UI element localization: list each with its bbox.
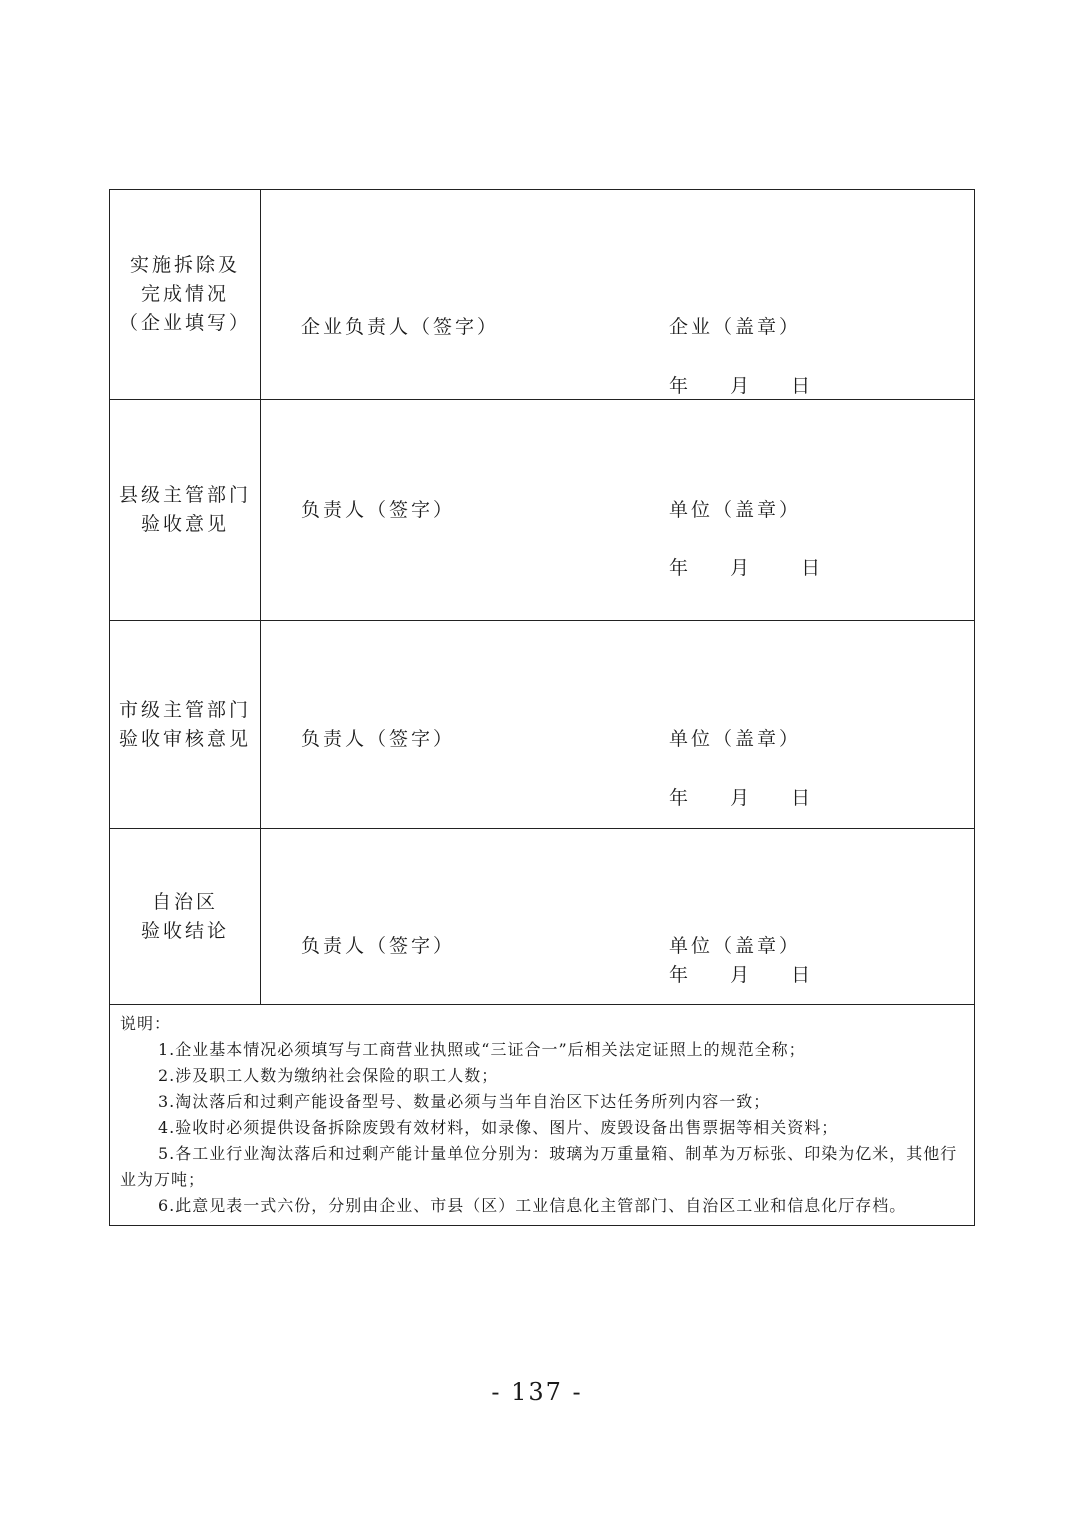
- stamp-label: 单位（盖章）: [669, 935, 802, 957]
- date-line: [669, 783, 813, 810]
- note-item: 1.企业基本情况必须填写与工商营业执照或“三证合一”后相关法定证照上的规范全称；: [158, 1040, 806, 1059]
- label-line: （企业填写）: [118, 312, 251, 334]
- notes-heading: 说明：: [120, 1014, 172, 1033]
- date-day: 日: [791, 964, 814, 986]
- signer-label: 企业负责人（签字）: [301, 316, 500, 338]
- form-row-region: [110, 829, 974, 1005]
- form-row-enterprise: [110, 190, 974, 400]
- form-row-city: [110, 621, 974, 829]
- stamp-label: 企业（盖章）: [669, 316, 802, 338]
- row-label: [110, 400, 261, 620]
- date-month: 月: [730, 787, 753, 809]
- row-label: [110, 829, 261, 1004]
- row-label: [110, 190, 261, 399]
- date-year: 年: [669, 375, 692, 397]
- row-content[interactable]: [261, 621, 974, 828]
- label-line: 实施拆除及: [129, 254, 240, 276]
- acceptance-form-table: [109, 189, 975, 1226]
- row-content[interactable]: [261, 400, 974, 620]
- date-month: 月: [730, 557, 753, 579]
- date-month: 月: [730, 375, 753, 397]
- row-content[interactable]: [261, 190, 974, 399]
- page-number: - 137 -: [491, 1378, 583, 1406]
- label-line: 市级主管部门: [118, 698, 251, 721]
- form-row-county: [110, 400, 974, 621]
- label-line: 县级主管部门: [118, 484, 251, 506]
- date-day: 日: [791, 375, 814, 397]
- label-line: 验收审核意见: [118, 727, 251, 750]
- date-line: [669, 960, 813, 987]
- date-day: 日: [801, 557, 824, 579]
- label-line: 自治区: [151, 890, 218, 913]
- note-item: 2.涉及职工人数为缴纳社会保险的职工人数；: [158, 1066, 499, 1085]
- date-day: 日: [791, 787, 814, 809]
- date-month: 月: [730, 964, 753, 986]
- notes-section: [110, 1005, 974, 1225]
- date-year: 年: [669, 787, 692, 809]
- date-year: 年: [669, 557, 692, 579]
- signer-label: 负责人（签字）: [301, 728, 456, 750]
- note-item: 5.各工业行业淘汰落后和过剩产能计量单位分别为：玻璃为万重量箱、制革为万标张、印染为亿米，其他行业为万吨；: [120, 1144, 958, 1189]
- date-year: 年: [669, 964, 692, 986]
- stamp-label: 单位（盖章）: [669, 499, 802, 521]
- signer-label: 负责人（签字）: [301, 935, 456, 957]
- note-item: 6.此意见表一式六份，分别由企业、市县（区）工业信息化主管部门、自治区工业和信息化厅存档。: [158, 1196, 907, 1215]
- signer-label: 负责人（签字）: [301, 499, 456, 521]
- date-line: [669, 553, 823, 580]
- row-content[interactable]: [261, 829, 974, 1004]
- label-line: 完成情况: [140, 283, 229, 305]
- note-item: 4.验收时必须提供设备拆除废毁有效材料，如录像、图片、废毁设备出售票据等相关资料；: [158, 1118, 839, 1137]
- note-item: 3.淘汰落后和过剩产能设备型号、数量必须与当年自治区下达任务所列内容一致；: [158, 1092, 771, 1111]
- row-label: [110, 621, 261, 828]
- date-line: [669, 371, 813, 398]
- label-line: 验收意见: [140, 513, 229, 535]
- label-line: 验收结论: [140, 919, 229, 942]
- stamp-label: 单位（盖章）: [669, 728, 802, 750]
